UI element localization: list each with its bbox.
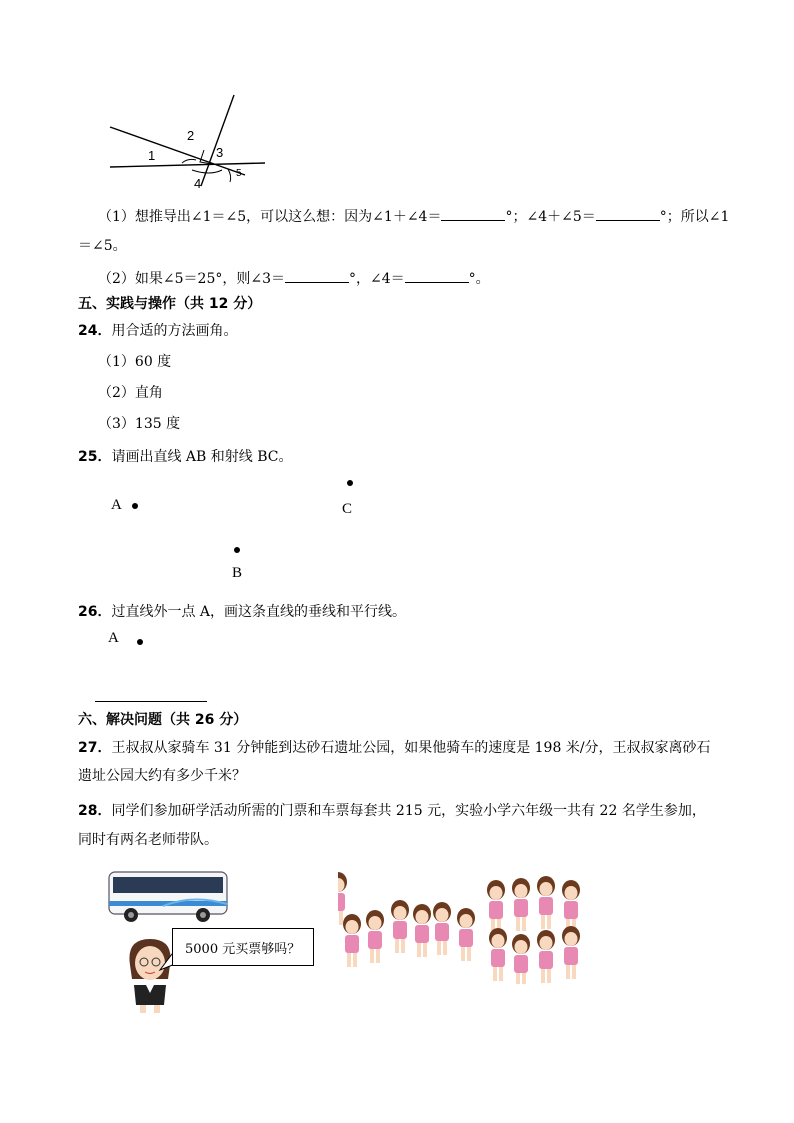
q27-text: 王叔叔从家骑车 31 分钟能到达砂石遗址公园，如果他骑车的速度是 198 米/分，王叔叔家离砂石 [111,740,711,756]
point-a-label: A [111,497,122,513]
q25-text: 请画出直线 AB 和射线 BC。 [111,449,293,465]
q23-part1-text-b: °；∠4＋∠5＝ [505,209,596,225]
q23-part2-text-b: °，∠4＝ [349,271,405,287]
speech-bubble [172,928,314,966]
q27-line1 [78,738,711,758]
bus-illustration [103,868,233,926]
q23-part2 [98,268,490,289]
q26-text: 过直线外一点 A，画这条直线的垂线和平行线。 [111,604,407,620]
q24-item-2: （2）直角 [98,385,163,401]
q24-item-3: （3）135 度 [98,416,181,432]
q23-part1-line1 [98,206,729,227]
q28-text: 同学们参加研学活动所需的门票和车票每套共 215 元，实验小学六年级一共有 22 名学生参加， [111,803,706,819]
section6-title: 六、解决问题（共 26 分） [78,712,248,728]
given-line [95,701,207,702]
angle-label-3: 3 [216,145,224,160]
q23-part1-text-c: °；所以∠1 [659,209,730,225]
point-a2 [137,639,143,645]
point-c-label: C [342,501,353,517]
q23-part1-text-a: （1）想推导出∠1＝∠5，可以这么想：因为∠1＋∠4＝ [98,209,442,225]
answer-blank[interactable] [285,268,349,283]
q28-number: 28． [78,803,112,819]
answer-blank[interactable] [405,268,469,283]
angle-label-5: 5 [236,168,242,179]
point-b-label: B [232,565,243,581]
q28-line1 [78,801,706,821]
q26-stem [78,602,406,622]
q24-text: 用合适的方法画角。 [111,323,238,339]
q23-part2-text-a: （2）如果∠5＝25°，则∠3＝ [98,271,285,287]
speech-bubble-text: 5000 元买票够吗？ [185,942,301,957]
point-c [347,480,353,486]
q24-item-1: （1）60 度 [98,354,172,370]
q25-number: 25． [78,449,112,465]
q27-number: 27． [78,740,112,756]
answer-blank[interactable] [441,206,505,221]
q26-number: 26． [78,604,112,620]
q27-line2: 遗址公园大约有多少千米？ [78,768,246,784]
angle-label-1: 1 [148,148,156,163]
answer-blank[interactable] [596,206,660,221]
q23-part1-line2: ＝∠5。 [78,238,127,254]
point-a [132,503,138,509]
q23-part2-text-c: °。 [468,271,490,287]
point-a2-label: A [108,630,119,646]
point-b [234,547,240,553]
teacher-illustration [120,935,180,1015]
angle-figure [100,90,280,200]
q24-stem [78,321,237,341]
section5-title: 五、实践与操作（共 12 分） [78,296,262,312]
students-illustration [338,872,593,984]
angle-label-4: 4 [194,176,202,191]
q25-stem [78,447,293,467]
q28-line2: 同时有两名老师带队。 [78,832,218,848]
angle-label-2: 2 [187,128,195,143]
q24-number: 24． [78,323,112,339]
